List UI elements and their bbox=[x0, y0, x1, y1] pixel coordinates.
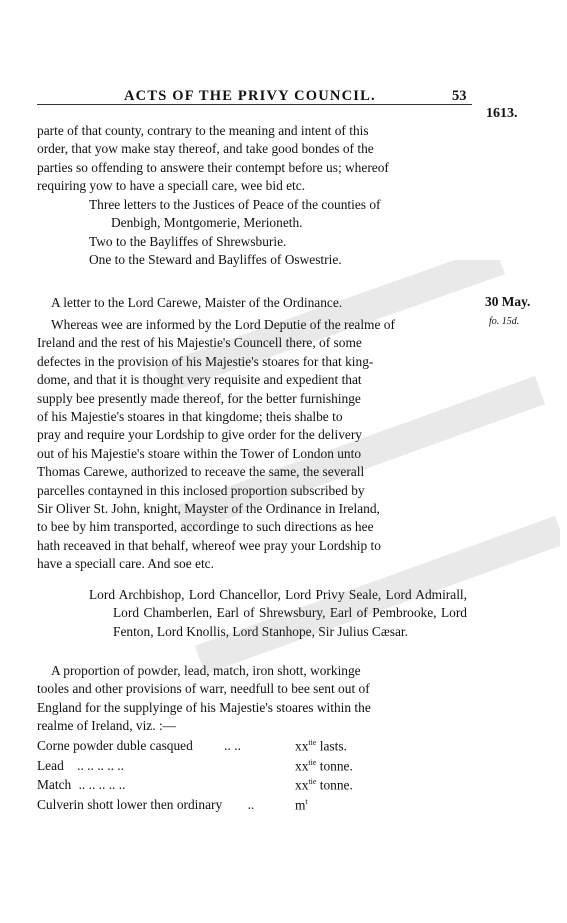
text-line: order, that yow make stay thereof, and take good bondes of the bbox=[37, 141, 374, 157]
leader-dots: .. bbox=[247, 796, 255, 812]
text-line: parcelles contayned in this inclosed proportion subscribed by bbox=[37, 482, 365, 498]
text-line: out of his Majestie's stoare within the Tower of London unto bbox=[37, 445, 362, 461]
text-line: of his Majestie's stoares in that kingdome; theis shalbe to bbox=[37, 409, 343, 425]
proportion-table bbox=[37, 738, 353, 816]
text-line: England for the supplyinge of his Majestie's stoares within the bbox=[37, 699, 371, 715]
item-qty-sup: t bbox=[305, 796, 308, 806]
text-line: supply bee presently made thereof, for the better furnishinge bbox=[37, 390, 361, 406]
item-name: Lead bbox=[37, 757, 64, 773]
leader-dots: .. .. .. .. .. bbox=[78, 777, 126, 792]
item-unit: tonne. bbox=[316, 777, 353, 793]
text-line: Thomas Carewe, authorized to receave the same, the severall bbox=[37, 464, 365, 480]
signatories-text: Lord Archbishop, Lord Chancellor, Lord Privy Seale, Lord Admirall, Lord Chamberlen, Earl of Shrewsbury, Earl of Pembrooke, Lord Fenton, Lord Knollis, Lord Stanhope, Sir Julius Cæsar. bbox=[89, 587, 467, 639]
text-line: Sir Oliver St. John, knight, Mayster of the Ordinance in Ireland, bbox=[37, 501, 380, 517]
text-line: A proportion of powder, lead, match, iron shott, workinge bbox=[51, 663, 361, 678]
item-name: Match bbox=[37, 777, 72, 792]
text-line: dome, and that it is thought very requisite and expedient that bbox=[37, 372, 362, 388]
margin-year: 1613. bbox=[486, 106, 518, 121]
margin-folio: fo. 15d. bbox=[489, 316, 520, 327]
leader-dots: .. .. .. .. .. bbox=[77, 757, 124, 773]
text-line: pray and require your Lordship to give order for the delivery bbox=[37, 427, 362, 443]
item-qty: xx bbox=[295, 738, 309, 754]
text-line: to bee by him transported, accordinge to such directions as hee bbox=[37, 519, 374, 535]
item-qty-sup: tie bbox=[308, 738, 317, 747]
item-name: Culverin shott lower then ordinary bbox=[37, 796, 223, 812]
item-qty-sup: tie bbox=[308, 777, 317, 786]
recipient-line: Two to the Bayliffes of Shrewsburie. bbox=[89, 233, 287, 249]
item-qty: xx bbox=[295, 757, 309, 773]
table-row bbox=[37, 797, 353, 817]
text-line: parties so offending to answere their contempt before us; whereof bbox=[37, 159, 389, 175]
letter-heading: A letter to the Lord Carewe, Maister of the Ordinance. bbox=[51, 295, 343, 310]
item-name: Corne powder duble casqued bbox=[37, 738, 193, 753]
table-row bbox=[37, 777, 353, 797]
recipient-line: Three letters to the Justices of Peace of the counties of bbox=[89, 197, 381, 212]
page-header bbox=[0, 88, 567, 108]
recipient-line: One to the Steward and Bayliffes of Oswestrie. bbox=[89, 252, 342, 268]
signatories bbox=[37, 586, 467, 641]
running-title: ACTS OF THE PRIVY COUNCIL. bbox=[124, 88, 376, 104]
header-rule bbox=[37, 104, 472, 105]
text-line: have a speciall care. And soe etc. bbox=[37, 556, 214, 572]
item-unit: tonne. bbox=[316, 757, 353, 773]
item-qty: m bbox=[295, 796, 306, 812]
text-line: parte of that county, contrary to the meaning and intent of this bbox=[37, 123, 369, 138]
item-qty: xx bbox=[295, 777, 309, 793]
proportion-intro bbox=[37, 662, 467, 736]
leader-dots: .. .. bbox=[224, 738, 241, 753]
item-unit: lasts. bbox=[316, 738, 347, 754]
text-line: Whereas wee are informed by the Lord Deputie of the realme of bbox=[51, 317, 395, 332]
recipients-list bbox=[89, 196, 469, 270]
page-number: 53 bbox=[452, 88, 467, 104]
item-qty-sup: tie bbox=[308, 757, 317, 767]
text-line: Ireland and the rest of his Majestie's Councell there, of some bbox=[37, 335, 362, 351]
recipient-line: Denbigh, Montgomerie, Merioneth. bbox=[111, 215, 303, 231]
letter-body bbox=[37, 316, 467, 574]
text-line: defectes in the provision of his Majestie's stoares for that king- bbox=[37, 353, 374, 369]
continuation-paragraph bbox=[37, 122, 467, 196]
table-row bbox=[37, 758, 353, 778]
text-line: tooles and other provisions of warr, needfull to bee sent out of bbox=[37, 681, 370, 697]
proportion-table-wrap bbox=[37, 738, 353, 816]
text-line: hath receaved in that behalf, whereof wee pray your Lordship to bbox=[37, 537, 381, 553]
text-line: requiring yow to have a speciall care, wee bid etc. bbox=[37, 178, 306, 194]
margin-date: 30 May. bbox=[485, 294, 531, 309]
table-row bbox=[37, 738, 353, 758]
text-line: realme of Ireland, viz. :— bbox=[37, 718, 177, 734]
